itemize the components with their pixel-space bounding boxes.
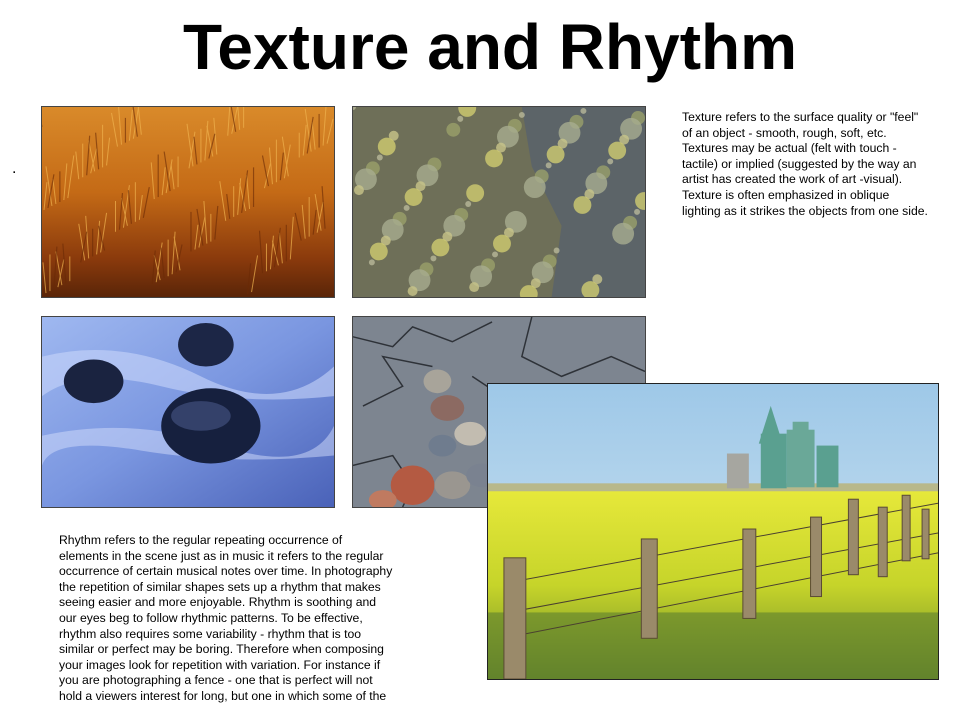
golden-grass-photo <box>41 106 335 298</box>
canola-field-fence-photo <box>487 383 939 680</box>
rhythm-description: Rhythm refers to the regular repeating occurrence of elements in the scene just as in music it refers to the regular occurrence of certain musical notes over time. In photography the repetition of similar shapes sets up a rhythm that makes seeing easier and more enjoyable. Rhythm is soothing and our eyes beg to follow rhythmic patterns. To be effective, rhythm also requires some variability - rhythm that is too similar or perfect may be boring. Therefore when composing your images look for repetition with variation. For instance if you are photographing a fence - one that is perfect will not hold a viewers interest for long, but one in which some of the <box>59 533 393 703</box>
lichen-rock-photo <box>352 106 646 298</box>
misty-water-rocks-photo <box>41 316 335 508</box>
slide-title: Texture and Rhythm <box>183 11 797 83</box>
texture-description: Texture refers to the surface quality or "feel" of an object - smooth, rough, soft, etc. Textures may be actual (felt with touch - tactile) or implied (suggested by the way an artist has created the work of art -visual). Texture is often emphasized in oblique lighting as it strikes the objects from one side. <box>682 110 928 218</box>
bullet-marker: . <box>12 160 17 177</box>
